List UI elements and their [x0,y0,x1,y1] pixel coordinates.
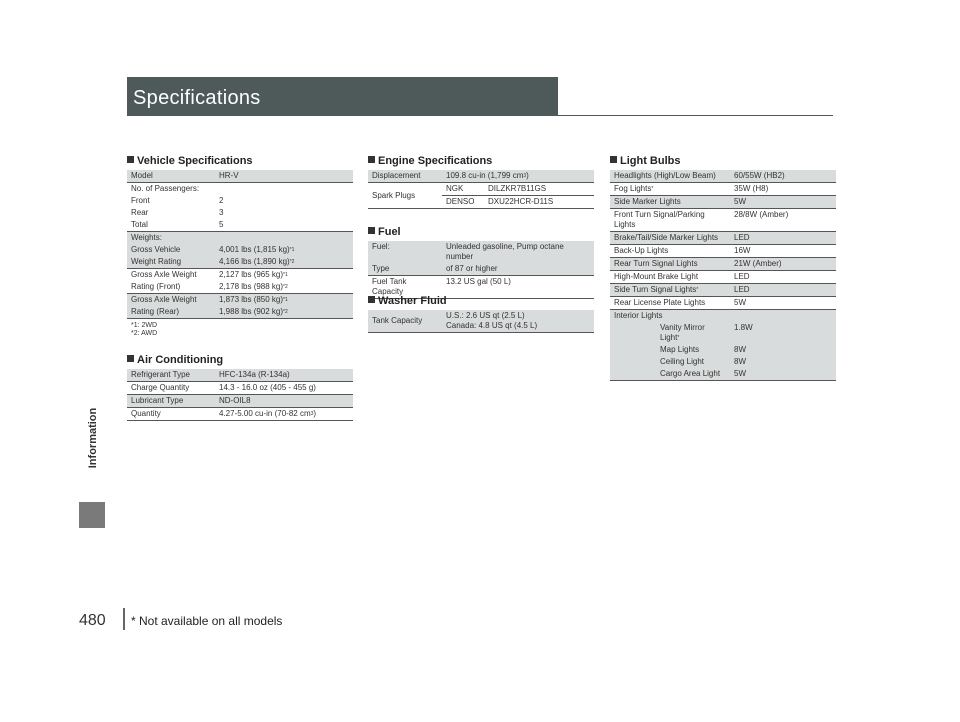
washer-heading-text: Washer Fluid [378,295,447,307]
cell-label: Quantity [127,408,215,421]
table-row [127,382,353,395]
footnote-divider [123,608,125,630]
table-row [610,356,836,368]
cell-value: ND-OIL8 [215,395,353,408]
fuel-heading [368,226,401,238]
cell-value: 8W [730,356,836,368]
table-row [610,344,836,356]
vehicle-heading-text: Vehicle Specifications [137,155,253,167]
cell-value: 5W [730,368,836,381]
cell-value [442,310,594,333]
footnote: * Not available on all models [131,614,283,628]
cell-value: 3 [219,208,224,217]
cell-label: Headlights (High/Low Beam) [610,170,730,183]
cell-label: Back-Up Lights [610,245,730,258]
table-row [610,170,836,183]
cell-label: Tank Capacity [368,310,442,333]
bullet-square-icon [368,227,375,234]
table-row [368,241,594,263]
cell-label: Refrigerant Type [127,369,215,382]
air-heading-text: Air Conditioning [137,354,224,366]
cell-label: Lubricant Type [127,395,215,408]
cell-label: Rating (Front) [127,281,215,294]
cell-label: Weights: [127,232,215,245]
table-row [610,232,836,245]
table-row [127,408,353,421]
cell-label: Rating (Rear) [127,306,215,319]
engine-heading-text: Engine Specifications [378,155,493,167]
cell-label: Brake/Tail/Side Marker Lights [610,232,730,245]
cell-brand: DENSO [442,196,484,209]
cell-value: HFC-134a (R-134a) [215,369,353,382]
table-row [127,244,353,256]
cell-label: Model [127,170,215,183]
table-row [127,232,353,245]
washer-table [368,310,594,333]
cell-part: DILZKR7B11GS [484,183,594,196]
cell-value: 2 [219,196,224,205]
table-row [368,183,594,196]
table-row [610,322,836,344]
cell-label: Displacement [368,170,442,183]
table-row [610,196,836,209]
cell-label: Fog Lights* [610,183,730,196]
cell-label: Weight Rating [127,256,215,269]
table-row [610,368,836,381]
table-row [610,209,836,232]
table-row [127,207,353,219]
cell-brand: NGK [442,183,484,196]
cell-label: High-Mount Brake Light [610,271,730,284]
cell-value: 60/55W (HB2) [730,170,836,183]
table-row [610,245,836,258]
table-row [127,369,353,382]
table-row [610,310,836,323]
cell-value: 4,001 lbs (1,815 kg)$^{*1}$ [215,244,353,256]
cell-label: Front Turn Signal/Parking Lights [610,209,730,232]
cell-label: Charge Quantity [127,382,215,395]
footnote-item: *2: AWD [131,330,158,337]
fuel-table [368,241,594,299]
vehicle-table [127,170,353,319]
cell-label: Side Marker Lights [610,196,730,209]
table-row [127,195,353,207]
page-number: 480 [79,612,106,629]
cell-value: 28/8W (Amber) [730,209,836,232]
page-title: Specifications [133,87,261,109]
cell-label: Rear [131,208,149,217]
vehicle-footnotes [131,322,157,338]
washer-us: U.S.: 2.6 US qt (2.5 L) [446,311,525,320]
cell-value: 1.8W [730,322,836,344]
cell-label: Type [368,263,442,276]
table-row [610,183,836,196]
engine-heading [368,155,492,167]
engine-table [368,170,594,209]
table-row [610,258,836,271]
cell-value: 4,166 lbs (1,890 kg)$^{*2}$ [215,256,353,269]
cell-label: Total [127,219,215,232]
bullet-square-icon [368,156,375,163]
cell-label: Gross Axle Weight [127,294,215,307]
side-label-text: Information [87,407,99,469]
cell-value: 16W [730,245,836,258]
table-row [368,263,594,276]
bullet-square-icon [127,355,134,362]
fuel-heading-text: Fuel [378,226,401,238]
cell-value: 35W (H8) [730,183,836,196]
cell-label: Fuel: [368,241,442,263]
cell-part: DXU22HCR-D11S [484,196,594,209]
cell-label: Front [131,196,150,205]
air-heading [127,354,223,366]
cell-label: Gross Axle Weight [131,270,197,279]
cell-label: No. of Passengers: [131,184,200,193]
cell-value: 5 [215,219,353,232]
table-row [610,297,836,310]
cell-label: Interior Lights [610,310,836,323]
title-rule [127,115,833,116]
cell-value: 5W [730,196,836,209]
vehicle-heading [127,155,253,167]
cell-value: LED [730,232,836,245]
bulbs-table [610,170,836,381]
table-row [368,310,594,333]
cell-label: Fuel Tank Capacity [368,276,442,299]
cell-value [215,183,353,196]
bulbs-heading [610,155,681,167]
table-row [127,183,353,196]
cell-value: 21W (Amber) [730,258,836,271]
table-row [127,219,353,232]
cell-label: Ceiling Light [610,356,730,368]
side-section-label [79,380,105,500]
cell-label: Vanity Mirror Light* [610,322,730,344]
cell-value: 1,873 lbs (850 kg)$^{*1}$ [215,294,353,307]
cell-label: Spark Plugs [368,183,442,209]
cell-label: Gross Vehicle [127,244,215,256]
table-row [127,294,353,307]
footnote-item: *1: 2WD [131,322,158,329]
bullet-square-icon [368,296,375,303]
cell-value: 14.3 - 16.0 oz (405 - 455 g) [215,382,353,395]
table-row [127,281,353,294]
cell-label: Side Turn Signal Lights* [610,284,730,297]
washer-canada: Canada: 4.8 US qt (4.5 L) [446,321,538,330]
table-row [610,271,836,284]
bullet-square-icon [127,156,134,163]
cell-value: LED [730,271,836,284]
table-row [127,395,353,408]
cell-value: 4.27-5.00 cu-in (70-82 $cm^3$) [215,408,353,421]
cell-label: Map Lights [610,344,730,356]
table-row [127,269,353,282]
table-row [127,170,353,183]
cell-value: of 87 or higher [442,263,594,276]
cell-label: Cargo Area Light [610,368,730,381]
bulbs-heading-text: Light Bulbs [620,155,681,167]
cell-value: 2,127 lbs (965 kg)$^{*1}$ [219,270,288,279]
cell-value [215,232,353,245]
cell-value: HR-V [215,170,353,183]
cell-label: Rear Turn Signal Lights [610,258,730,271]
bullet-square-icon [610,156,617,163]
cell-value: 1,988 lbs (902 kg)$^{*2}$ [215,306,353,319]
table-row [368,170,594,183]
cell-value: 8W [730,344,836,356]
washer-heading [368,295,447,307]
cell-value: Unleaded gasoline, Pump octane number [442,241,594,263]
cell-value: 2,178 lbs (988 kg)$^{*2}$ [215,281,353,294]
cell-value: 13.2 US gal (50 L) [442,276,594,299]
cell-value: 109.8 cu-in (1,799 $cm^3$) [442,170,594,183]
cell-label: Rear License Plate Lights [610,297,730,310]
side-tab-marker [79,502,105,528]
table-row [127,306,353,319]
air-table [127,369,353,421]
cell-value: LED [730,284,836,297]
table-row [127,256,353,269]
cell-value: 5W [730,297,836,310]
table-row [610,284,836,297]
